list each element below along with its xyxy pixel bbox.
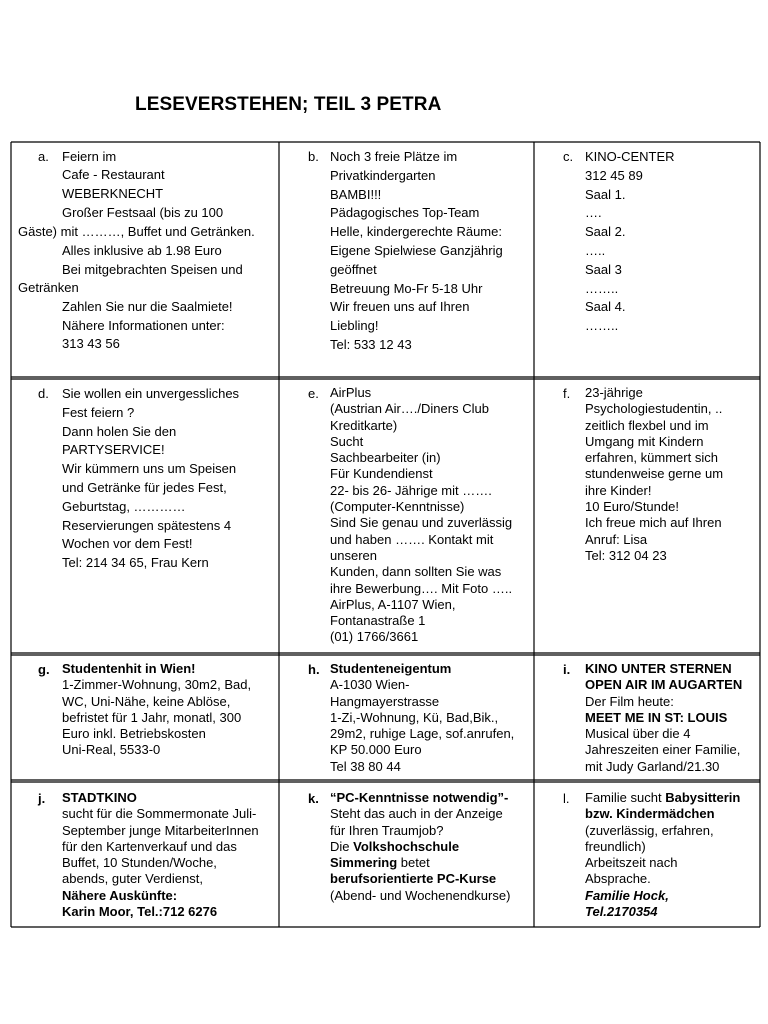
ad-l-text: Familie sucht (585, 790, 666, 805)
ad-e-line: und haben ……. Kontakt mit (330, 531, 494, 547)
ad-l-line (585, 790, 740, 806)
ad-a-line: Feiern im (62, 149, 117, 164)
ad-b-line: Privatkindergarten (330, 167, 436, 183)
ad-a-label: a. (38, 149, 49, 164)
ad-f-line: stundenweise gerne um (585, 466, 724, 482)
ad-g-body (62, 661, 251, 759)
ad-e-line: unseren (330, 547, 377, 563)
ad-d-line: Dann holen Sie den (62, 423, 177, 439)
ad-a (0, 148, 278, 373)
ad-b-line: Eigene Spielwiese Ganzjährig (330, 242, 503, 258)
ad-b (279, 148, 534, 373)
ad-c-line: …….. (585, 318, 619, 334)
ad-c-line: Saal 1. (585, 186, 626, 202)
ad-e-line: Kunden, dann sollten Sie was (330, 564, 502, 580)
ad-b-line: Noch 3 freie Plätze im (330, 149, 458, 164)
ad-g-label: g. (38, 662, 50, 677)
ad-h-line: 1-Zi,-Wohnung, Kü, Bad,Bik., (330, 709, 499, 725)
ad-j (0, 790, 278, 924)
ad-h-label: h. (308, 662, 320, 677)
ad-k-line: Steht das auch in der Anzeige (330, 806, 503, 822)
ad-e-line: 22- bis 26- Jährige mit ……. (330, 482, 492, 498)
ad-g-line: befristet für 1 Jahr, monatl, 300 (62, 709, 242, 725)
ad-d-line: Sie wollen ein unvergessliches (62, 386, 240, 401)
ad-k-label: k. (308, 791, 319, 806)
ad-f-line: ihre Kinder! (585, 482, 652, 498)
ad-i-line: Jahreszeiten einer Familie, (585, 742, 741, 758)
ad-h-line: A-1030 Wien- (330, 677, 410, 693)
ad-e-line: AirPlus, A-1107 Wien, (330, 596, 456, 612)
ad-b-label: b. (308, 149, 319, 164)
ad-f-line: Umgang mit Kindern (585, 433, 704, 449)
ad-l-line: (zuverlässig, erfahren, (585, 822, 714, 838)
ad-i-line: Musical über die 4 (585, 726, 691, 742)
ad-j-line: abends, guter Verdienst, (62, 871, 203, 887)
ad-l-line: Arbeitszeit nach (585, 855, 678, 871)
ad-d-line: Fest feiern ? (62, 404, 135, 420)
ad-i-line: mit Judy Garland/21.30 (585, 758, 720, 774)
ad-i-line: Der Film heute: (585, 693, 674, 709)
ad-e-line: Fontanastraße 1 (330, 613, 426, 629)
ad-j-contact: Karin Moor, Tel.:712 6276 (62, 904, 218, 920)
ad-e-line: AirPlus (330, 385, 372, 400)
ad-c-line: Saal 2. (585, 224, 626, 240)
ad-d-line: Geburtstag, ………… (62, 498, 186, 514)
ad-b-line: Tel: 533 12 43 (330, 336, 412, 352)
ad-f-body (585, 385, 723, 564)
ad-e-line: (Computer-Kenntnisse) (330, 499, 465, 515)
ad-g-line: Euro inkl. Betriebskosten (62, 726, 206, 742)
ad-j-line: sucht für die Sommermonate Juli- (62, 806, 257, 822)
ad-i-film-title: MEET ME IN ST: LOUIS (585, 709, 728, 725)
ad-e-body (330, 385, 512, 646)
ad-l-line: Absprache. (585, 871, 651, 887)
ad-h-line: KP 50.000 Euro (330, 742, 422, 758)
ad-c-line: Saal 4. (585, 299, 626, 315)
ad-b-line: Liebling! (330, 318, 379, 334)
ad-i-heading: KINO UNTER STERNEN (585, 661, 732, 676)
ad-a-line: Cafe - Restaurant (62, 167, 165, 182)
ad-g (0, 661, 278, 776)
ad-f-line: erfahren, kümmert sich (585, 450, 718, 466)
ad-a-line: Großer Festsaal (bis zu 100 (62, 205, 224, 220)
ad-c-line: KINO-CENTER (585, 149, 675, 164)
ad-l-bold-text: Babysitterin (665, 790, 741, 805)
ad-a-line: Alles inklusive ab 1.98 Euro (62, 243, 222, 258)
ad-c-body (585, 148, 675, 336)
ad-f-label: f. (563, 386, 571, 401)
page-title: LESEVERSTEHEN; TEIL 3 PETRA (135, 94, 442, 115)
ad-e-line: Sucht (330, 433, 364, 449)
ad-f-line: zeitlich flexbel und im (585, 417, 709, 433)
ad-g-line: Uni-Real, 5533-0 (62, 742, 161, 758)
ad-c-line: …….. (585, 280, 619, 296)
ad-g-line: WC, Uni-Nähe, keine Ablöse, (62, 693, 231, 709)
ad-b-line: Helle, kindergerechte Räume: (330, 224, 502, 240)
ad-a-line: Nähere Informationen unter: (62, 318, 225, 333)
ad-e-line: (01) 1766/3661 (330, 629, 419, 645)
ad-f-line: 23-jährige (585, 385, 643, 400)
ad-d-line: und Getränke für jedes Fest, (62, 479, 227, 495)
ad-k-bold-text: Simmering (330, 855, 398, 871)
ad-k (279, 790, 534, 924)
ad-j-label: j. (38, 791, 46, 806)
ad-f-line: Tel: 312 04 23 (585, 547, 667, 563)
ad-h-line: 29m2, ruhige Lage, sof.anrufen, (330, 726, 515, 742)
ad-d-line: Tel: 214 34 65, Frau Kern (62, 555, 209, 571)
ad-j-footer: Nähere Auskünfte: (62, 887, 178, 903)
ad-l-contact-phone: Tel.2170354 (585, 904, 658, 920)
ad-k-line (330, 839, 510, 855)
ad-h (279, 661, 534, 776)
ad-g-heading: Studentenhit in Wien! (62, 661, 196, 676)
ad-c-line: …. (585, 205, 602, 221)
ad-f-line: Anruf: Lisa (585, 531, 648, 547)
ad-j-line: September junge MitarbeiterInnen (62, 822, 259, 838)
ad-e-line: Sind Sie genau und zuverlässig (330, 515, 513, 531)
ad-a-line: WEBERKNECHT (62, 186, 164, 201)
ad-a-line: 313 43 56 (62, 336, 120, 351)
ad-c-label: c. (563, 149, 574, 164)
ad-h-line: Tel 38 80 44 (330, 758, 401, 774)
ad-k-heading: “PC-Kenntnisse notwendig”- (330, 790, 509, 805)
ad-l-contact-name: Familie Hock, (585, 887, 669, 903)
ad-i (534, 661, 760, 776)
ad-i-body (585, 661, 742, 775)
ad-b-line: Wir freuen uns auf Ihren (330, 299, 470, 315)
ad-j-body (62, 790, 259, 920)
ad-h-heading: Studenteneigentum (330, 661, 452, 676)
ad-i-label: i. (563, 662, 571, 677)
ad-l-label: l. (563, 791, 570, 806)
ad-d-line: Reservierungen spätestens 4 (62, 517, 232, 533)
ad-j-line: Buffet, 10 Stunden/Woche, (62, 855, 217, 871)
ad-c (534, 148, 760, 373)
ad-h-body (330, 661, 514, 775)
ad-k-text: betet (397, 855, 430, 871)
ad-k-body (330, 790, 510, 904)
ad-k-bold-text: Volkshochschule (353, 838, 460, 854)
ad-b-body (330, 148, 503, 355)
ad-k-line: für Ihren Traumjob? (330, 822, 444, 838)
ad-e-line: ihre Bewerbung…. Mit Foto ….. (330, 580, 513, 596)
ad-b-line: Pädagogisches Top-Team (330, 205, 480, 221)
ad-a-line: Zahlen Sie nur die Saalmiete! (62, 299, 233, 314)
ad-e-label: e. (308, 386, 319, 401)
ad-d-line: Wochen vor dem Fest! (62, 536, 193, 552)
ad-b-line: Betreuung Mo-Fr 5-18 Uhr (330, 280, 483, 296)
ad-d-body (62, 385, 239, 573)
ad-e-line: Kreditkarte) (330, 417, 398, 433)
ad-h-line: Hangmayerstrasse (330, 693, 440, 709)
ad-e-line: Für Kundendienst (330, 466, 433, 482)
ad-k-line: (Abend- und Wochenendkurse) (330, 887, 511, 903)
ad-l-line: bzw. Kindermädchen (585, 806, 715, 822)
ad-l-line: freundlich) (585, 838, 646, 854)
ad-f-line: Ich freue mich auf Ihren (585, 515, 722, 531)
ad-j-heading: STADTKINO (62, 790, 137, 805)
ad-d-line: PARTYSERVICE! (62, 442, 165, 458)
ad-a-line: Bei mitgebrachten Speisen und (62, 262, 243, 277)
ad-a-line: Gäste) mit ………, Buffet und Getränken. (18, 224, 255, 239)
ad-d-label: d. (38, 386, 49, 401)
ad-e-line: Sachbearbeiter (in) (330, 450, 441, 466)
ad-i-heading: OPEN AIR IM AUGARTEN (585, 677, 743, 693)
ad-f (534, 385, 760, 650)
ad-d-line: Wir kümmern uns um Speisen (62, 461, 237, 477)
ad-c-line: Saal 3 (585, 261, 622, 277)
ad-c-line: 312 45 89 (585, 167, 643, 183)
ad-j-line: für den Kartenverkauf und das (62, 838, 237, 854)
ad-c-line: ….. (585, 242, 606, 258)
ad-e (279, 385, 534, 650)
ad-a-line: Getränken (18, 280, 79, 295)
ad-l-body (585, 790, 740, 920)
ad-e-line: (Austrian Air…./Diners Club (330, 401, 489, 417)
ad-k-line (330, 855, 510, 871)
ad-f-line: Psychologiestudentin, .. (585, 401, 723, 417)
ad-k-text: Die (330, 838, 354, 854)
ad-k-line: berufsorientierte PC-Kurse (330, 871, 497, 887)
ad-f-line: 10 Euro/Stunde! (585, 499, 679, 515)
ad-d (0, 385, 278, 650)
ad-b-line: geöffnet (330, 261, 377, 277)
ad-b-line: BAMBI!!! (330, 186, 382, 202)
ad-g-line: 1-Zimmer-Wohnung, 30m2, Bad, (62, 677, 252, 693)
ad-l (534, 790, 760, 924)
